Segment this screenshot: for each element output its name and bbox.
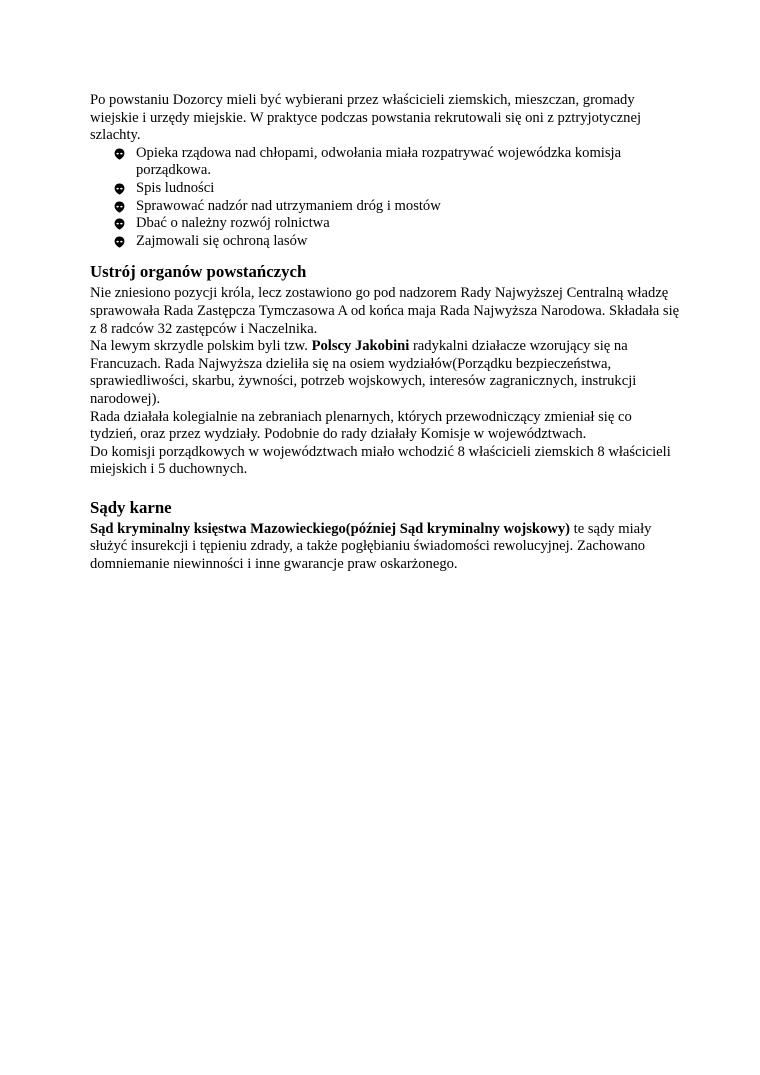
document-page [90,92,680,574]
organs-paragraph-2 [90,338,680,408]
court-name-term: Sąd kryminalny księstwa Mazowieckiego(później Sąd kryminalny wojskowy) [90,520,570,537]
section-heading-organs: Ustrój organów powstańczych [90,262,307,282]
list-item [114,198,680,216]
polscy-jakobini-term: Polscy Jakobini [311,338,410,355]
alien-head-bullet-icon [114,148,125,160]
organs-paragraph-3: Rada działała kolegialnie na zebraniach plenarnych, których przewodniczący zmieniał się co tydzień, oraz przez wydziały. Podobnie do rady działały Komisje w województwach. [90,408,632,443]
list-item [114,233,680,251]
alien-head-bullet-icon [114,218,125,230]
list-item-text: Zajmowali się ochroną lasów [136,232,308,249]
organs-p2-after: radykalni działacze wzorujący się na Francuzach. Rada Najwyższa dzieliła się na osiem wydziałów(Porządku bezpieczeństwa, sprawiedliwości, skarbu, żywności, potrzeb wojskowych, interesów zagranicznych, instrukcji narodowej). [90,338,637,407]
alien-head-bullet-icon [114,236,125,248]
alien-head-bullet-icon [114,183,125,195]
organs-paragraph-4: Do komisji porządkowych w województwach miało wchodzić 8 właścicieli ziemskich 8 właścicieli miejskich i 5 duchownych. [90,443,671,478]
alien-head-bullet-icon [114,201,125,213]
duties-list [90,145,680,251]
organs-p2-before: Na lewym skrzydle polskim byli tzw. [90,338,312,355]
list-item [114,180,680,198]
list-item-text: Spis ludności [136,179,215,196]
list-item-text: Dbać o należny rozwój rolnictwa [136,215,330,232]
list-item-text: Sprawować nadzór nad utrzymaniem dróg i mostów [136,197,441,214]
list-item [114,215,680,233]
courts-p1-after: te sądy miały służyć insurekcji i tępieniu zdrady, a także pogłębianiu świadomości rewolucyjnej. Zachowano domniemanie niewinności i inne gwarancje praw oskarżonego. [90,520,652,573]
list-item [114,145,680,180]
courts-paragraph [90,521,680,574]
intro-paragraph: Po powstaniu Dozorcy mieli być wybierani przez właścicieli ziemskich, mieszczan, gromady wiejskie i urzędy miejskie. W praktyce podczas powstania rekrutowali się oni z pztryjotycznej szlachty. [90,92,642,144]
organs-paragraph-1: Nie zniesiono pozycji króla, lecz zostawiono go pod nadzorem Rady Najwyższej Centralną władzę sprawowała Rada Zastępcza Tymczasowa A od końca maja Rada Najwyższa Narodowa. Składała się z 8 radców 32 zastępców i Naczelnika. [90,285,680,337]
section-heading-courts: Sądy karne [90,497,172,517]
list-item-text: Opieka rządowa nad chłopami, odwołania miała rozpatrywać wojewódzka komisja porządkowa. [136,144,622,179]
